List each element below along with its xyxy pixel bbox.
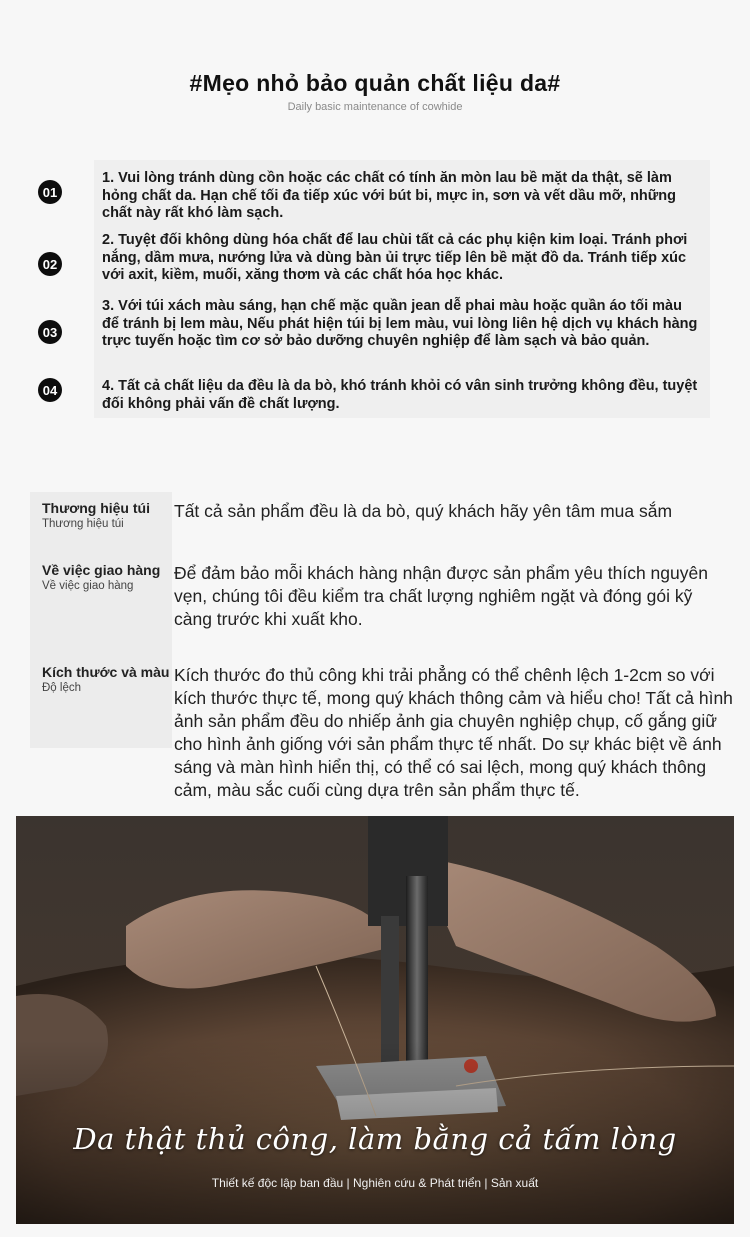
info-label-subtitle: Độ lệch xyxy=(42,682,81,694)
info-value: Để đảm bảo mỗi khách hàng nhận được sản phẩm yêu thích nguyên vẹn, chúng tôi đều kiểm tra chất lượng nghiêm ngặt và đóng gói kỹ càng trước khi xuất kho. xyxy=(174,563,708,629)
info-label-title: Thương hiệu túi xyxy=(42,500,150,516)
tip-number-badge: 01 xyxy=(38,180,62,204)
tip-number-badge: 04 xyxy=(38,378,62,402)
tip-number-badge: 02 xyxy=(38,252,62,276)
sewing-machine-illustration xyxy=(16,816,734,1224)
banner-subcaption: Thiết kế độc lập ban đầu | Nghiên cứu & Phát triển | Sản xuất xyxy=(211,1176,539,1190)
info-value: Kích thước đo thủ công khi trải phẳng có thể chênh lệch 1-2cm so với kích thước thực tế, mong quý khách thông cảm và hiểu cho! Tất cả hình ảnh sản phẩm đều do nhiếp ảnh gia chuyên nghiệp chụp, cố gắng giữ cho hình ảnh giống với sản phẩm thực tế nhất. Do sự khác biệt về ánh sáng và màn hình hiển thị, có thể có sai lệch, mong quý khách thông cảm, màu sắc cuối cùng dựa trên sản phẩm thực tế. xyxy=(174,665,733,800)
info-label xyxy=(42,664,174,694)
tip-text: 3. Với túi xách màu sáng, hạn chế mặc quần jean dễ phai màu hoặc quần áo tối màu để tránh bị lem màu, Nếu phát hiện túi bị lem màu, vui lòng liên hệ dịch vụ khách hàng trực tuyến hoặc tìm cơ sở bảo dưỡng chuyên nghiệp để làm sạch và bảo quản. xyxy=(102,298,698,349)
info-label-panel xyxy=(30,492,172,748)
info-label xyxy=(42,562,174,592)
info-label-subtitle: Về việc giao hàng xyxy=(42,580,134,592)
info-label xyxy=(42,500,174,530)
info-label-title: Kích thước và màu xyxy=(42,664,170,680)
banner-caption: Da thật thủ công, làm bằng cả tấm lòng xyxy=(73,1122,677,1156)
info-value: Tất cả sản phẩm đều là da bò, quý khách hãy yên tâm mua sắm xyxy=(174,501,673,521)
tip-text: 2. Tuyệt đối không dùng hóa chất để lau chùi tất cả các phụ kiện kim loại. Tránh phơi nắng, dầm mưa, nướng lửa và dùng bàn ủi trực tiếp lên bề mặt đồ da. Tránh tiếp xúc với axit, kiềm, muối, xăng thơm và các chất hóa học khác. xyxy=(102,232,688,283)
info-label-title: Về việc giao hàng xyxy=(42,562,161,578)
page-title: #Mẹo nhỏ bảo quản chất liệu da# xyxy=(189,70,561,96)
info-label-subtitle: Thương hiệu túi xyxy=(42,518,124,530)
page-subtitle: Daily basic maintenance of cowhide xyxy=(287,101,463,113)
sewing-machine-photo xyxy=(16,816,734,1224)
tip-text: 4. Tất cả chất liệu da đều là da bò, khó tránh khỏi có vân sinh trưởng không đều, tuyệt đối không phải vấn đề chất lượng. xyxy=(102,378,698,412)
tip-text: 1. Vui lòng tránh dùng cồn hoặc các chất có tính ăn mòn lau bề mặt da thật, sẽ làm hỏng chất da. Hạn chế tối đa tiếp xúc với bút bi, mực in, sơn và vết dầu mỡ, những chất này rất khó làm sạch. xyxy=(102,170,676,221)
page-header xyxy=(0,70,750,113)
tip-number-badge: 03 xyxy=(38,320,62,344)
